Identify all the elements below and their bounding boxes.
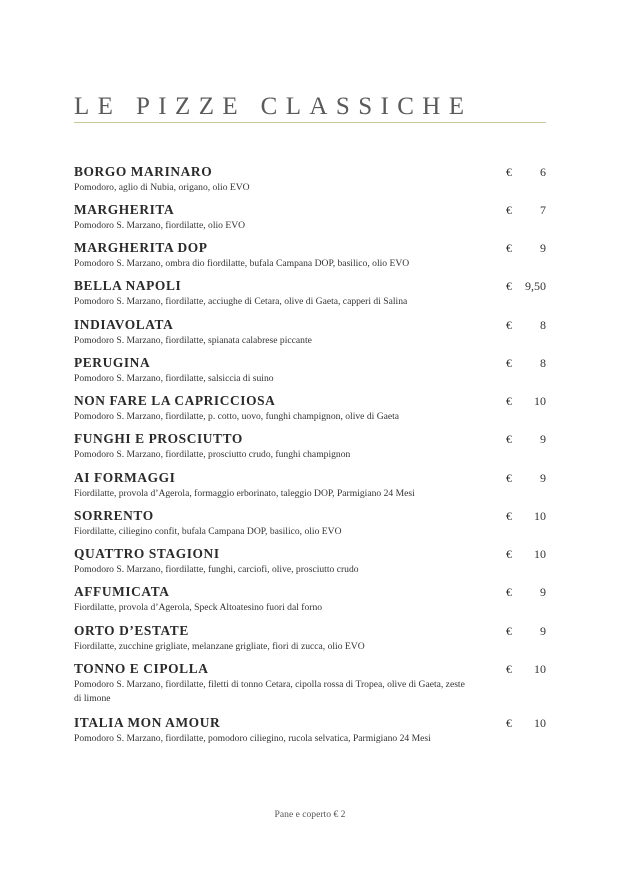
currency-symbol: € — [506, 165, 512, 179]
item-description: Pomodoro S. Marzano, fiordilatte, funghi, carciofi, olive, prosciutto crudo — [74, 564, 359, 575]
item-description: Pomodoro S. Marzano, fiordilatte, olio EVO — [74, 220, 246, 231]
menu-item — [74, 661, 544, 706]
item-description: Pomodoro S. Marzano, fiordilatte, prosciutto crudo, funghi champignon — [74, 449, 351, 460]
menu-item — [74, 431, 544, 462]
menu-item — [74, 470, 544, 501]
item-name: PERUGINA — [74, 355, 151, 370]
item-description: Fiordilatte, zucchine grigliate, melanzane grigliate, fiori di zucca, olio EVO — [74, 641, 365, 652]
menu-item — [74, 202, 544, 233]
price-amount: 8 — [540, 318, 546, 332]
item-price — [506, 431, 546, 447]
item-name: AI FORMAGGI — [74, 470, 176, 485]
item-name: SORRENTO — [74, 508, 154, 523]
currency-symbol: € — [506, 547, 512, 561]
currency-symbol: € — [506, 662, 512, 676]
price-amount: 10 — [534, 394, 546, 408]
title-divider — [74, 122, 546, 123]
item-name: BORGO MARINARO — [74, 164, 213, 179]
item-description: Pomodoro S. Marzano, ombra dio fiordilatte, bufala Campana DOP, basilico, olio EVO — [74, 258, 410, 269]
price-amount: 9 — [540, 471, 546, 485]
price-amount: 10 — [534, 547, 546, 561]
footer-price: € 2 — [333, 809, 346, 820]
item-price — [506, 164, 546, 180]
price-amount: 6 — [540, 165, 546, 179]
menu-item — [74, 278, 544, 309]
item-price — [506, 393, 546, 409]
item-price — [506, 584, 546, 600]
currency-symbol: € — [506, 318, 512, 332]
menu-item — [74, 546, 544, 577]
currency-symbol: € — [506, 624, 512, 638]
item-price — [506, 715, 546, 731]
item-name: FUNGHI E PROSCIUTTO — [74, 431, 243, 446]
currency-symbol: € — [506, 471, 512, 485]
item-price — [506, 278, 546, 294]
item-price — [506, 317, 546, 333]
menu-item — [74, 240, 544, 271]
price-amount: 10 — [534, 662, 546, 676]
item-name: NON FARE LA CAPRICCIOSA — [74, 393, 276, 408]
item-name: ORTO D’ESTATE — [74, 623, 189, 638]
price-amount: 9 — [540, 624, 546, 638]
price-amount: 9 — [540, 241, 546, 255]
price-amount: 10 — [534, 716, 546, 730]
price-amount: 10 — [534, 509, 546, 523]
item-price — [506, 661, 546, 677]
item-name: MARGHERITA — [74, 202, 175, 217]
item-description: Pomodoro S. Marzano, fiordilatte, filetti di tonno Cetara, cipolla rossa di Tropea, olive di Gaeta, zeste di limone — [74, 679, 465, 704]
currency-symbol: € — [506, 279, 512, 293]
menu-item — [74, 584, 544, 615]
price-amount: 8 — [540, 356, 546, 370]
menu-item — [74, 164, 544, 195]
item-name: TONNO E CIPOLLA — [74, 661, 209, 676]
item-name: AFFUMICATA — [74, 584, 170, 599]
currency-symbol: € — [506, 241, 512, 255]
item-name: ITALIA MON AMOUR — [74, 715, 221, 730]
price-amount: 9 — [540, 432, 546, 446]
currency-symbol: € — [506, 394, 512, 408]
currency-symbol: € — [506, 356, 512, 370]
item-price — [506, 355, 546, 371]
item-description: Pomodoro S. Marzano, fiordilatte, salsiccia di suino — [74, 373, 274, 384]
item-description: Pomodoro S. Marzano, fiordilatte, acciughe di Cetara, olive di Gaeta, capperi di Salina — [74, 296, 408, 307]
currency-symbol: € — [506, 203, 512, 217]
item-description: Pomodoro S. Marzano, fiordilatte, pomodoro ciliegino, rucola selvatica, Parmigiano 24 Mesi — [74, 733, 431, 744]
currency-symbol: € — [506, 509, 512, 523]
item-price — [506, 240, 546, 256]
currency-symbol: € — [506, 585, 512, 599]
item-description: Pomodoro, aglio di Nubia, origano, olio EVO — [74, 182, 250, 193]
item-name: INDIAVOLATA — [74, 317, 174, 332]
item-price — [506, 546, 546, 562]
menu-item — [74, 393, 544, 424]
item-description: Fiordilatte, provola d’Agerola, formaggio erborinato, taleggio DOP, Parmigiano 24 Mesi — [74, 488, 415, 499]
currency-symbol: € — [506, 432, 512, 446]
item-description: Fiordilatte, provola d’Agerola, Speck Altoatesino fuori dal forno — [74, 602, 323, 613]
menu-item — [74, 715, 544, 746]
price-amount: 7 — [540, 203, 546, 217]
menu-item — [74, 623, 544, 654]
item-description: Pomodoro S. Marzano, fiordilatte, spianata calabrese piccante — [74, 335, 312, 346]
item-description: Fiordilatte, ciliegino confit, bufala Campana DOP, basilico, olio EVO — [74, 526, 342, 537]
menu-item — [74, 508, 544, 539]
currency-symbol: € — [506, 716, 512, 730]
item-description: Pomodoro S. Marzano, fiordilatte, p. cotto, uovo, funghi champignon, olive di Gaeta — [74, 411, 400, 422]
price-amount: 9,50 — [525, 279, 546, 293]
item-name: QUATTRO STAGIONI — [74, 546, 220, 561]
item-price — [506, 470, 546, 486]
item-price — [506, 202, 546, 218]
price-amount: 9 — [540, 585, 546, 599]
footer-cover-charge — [0, 809, 620, 820]
page-title: LE PIZZE CLASSICHE — [74, 93, 473, 120]
menu-item — [74, 355, 544, 386]
footer-label: Pane e coperto — [274, 809, 332, 820]
item-price — [506, 623, 546, 639]
item-name: BELLA NAPOLI — [74, 278, 182, 293]
item-name: MARGHERITA DOP — [74, 240, 208, 255]
item-price — [506, 508, 546, 524]
menu-item — [74, 317, 544, 348]
